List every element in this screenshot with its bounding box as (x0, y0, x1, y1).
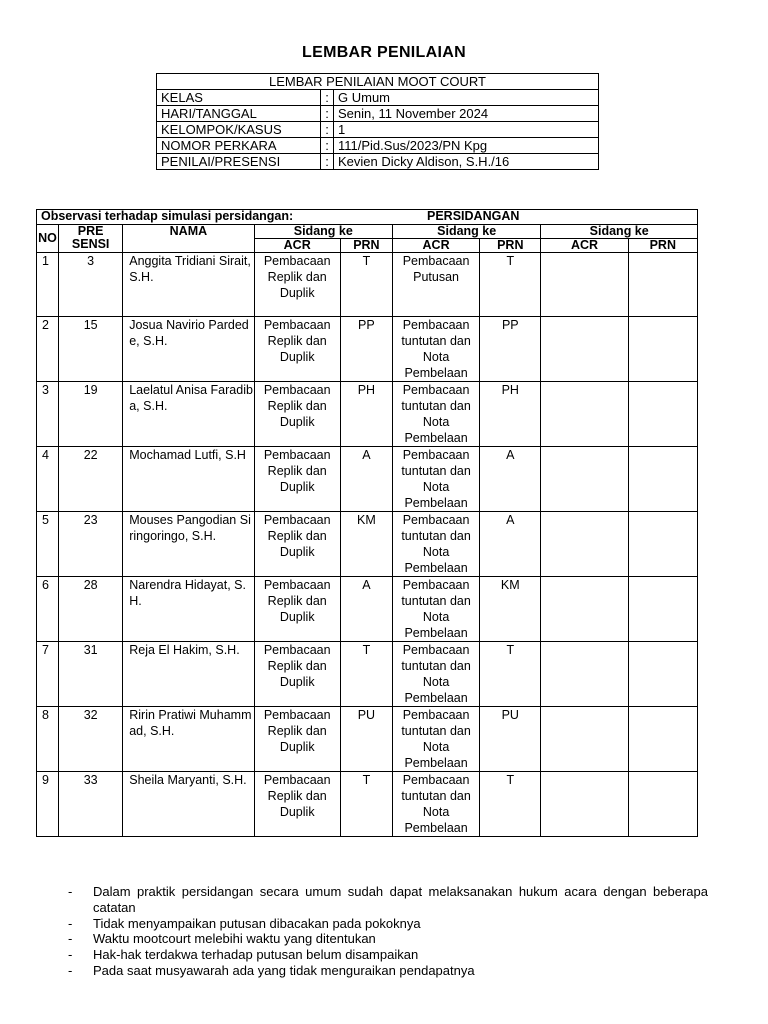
row-prn-1: T (340, 253, 392, 317)
row-prn-3 (628, 772, 697, 837)
observation-header (37, 210, 698, 225)
row-acr-2: Pembacaan tuntutan dan Nota Pembelaan (392, 447, 479, 512)
row-no: 6 (37, 577, 59, 642)
row-acr-1: Pembacaan Replik dan Duplik (254, 772, 340, 837)
table-row (37, 447, 698, 512)
row-nama: Reja El Hakim, S.H. (123, 642, 254, 707)
row-prn-2: PP (480, 317, 541, 382)
acr-header: ACR (541, 239, 628, 253)
row-prn-3 (628, 512, 697, 577)
row-presensi: 32 (59, 707, 123, 772)
row-acr-2: Pembacaan tuntutan dan Nota Pembelaan (392, 707, 479, 772)
persidangan-label: PERSIDANGAN (427, 209, 520, 223)
row-prn-3 (628, 253, 697, 317)
col-presensi-header: PRE SENSI (59, 225, 123, 253)
row-acr-1: Pembacaan Replik dan Duplik (254, 382, 340, 447)
row-acr-3 (541, 642, 628, 707)
row-prn-2: PU (480, 707, 541, 772)
row-prn-1: PP (340, 317, 392, 382)
row-no: 9 (37, 772, 59, 837)
row-acr-3 (541, 707, 628, 772)
row-acr-1: Pembacaan Replik dan Duplik (254, 253, 340, 317)
row-prn-1: T (340, 642, 392, 707)
prn-header: PRN (480, 239, 541, 253)
note-text: Hak-hak terdakwa terhadap putusan belum disampaikan (93, 947, 419, 963)
info-separator: : (321, 106, 334, 122)
row-prn-2: T (480, 642, 541, 707)
row-prn-1: KM (340, 512, 392, 577)
acr-header: ACR (392, 239, 479, 253)
row-presensi: 22 (59, 447, 123, 512)
row-acr-1: Pembacaan Replik dan Duplik (254, 642, 340, 707)
table-row (37, 512, 698, 577)
row-acr-3 (541, 382, 628, 447)
table-row (37, 253, 698, 317)
row-presensi: 31 (59, 642, 123, 707)
row-presensi: 19 (59, 382, 123, 447)
row-acr-2: Pembacaan tuntutan dan Nota Pembelaan (392, 642, 479, 707)
row-prn-3 (628, 642, 697, 707)
row-prn-3 (628, 382, 697, 447)
info-label: HARI/TANGGAL (157, 106, 321, 122)
row-prn-2: T (480, 772, 541, 837)
row-acr-1: Pembacaan Replik dan Duplik (254, 317, 340, 382)
info-value: Kevien Dicky Aldison, S.H./16 (334, 154, 599, 170)
note-text: Pada saat musyawarah ada yang tidak menguraikan pendapatnya (93, 962, 475, 978)
row-nama: Anggita Tridiani Sirait, S.H. (123, 253, 254, 317)
table-row (37, 707, 698, 772)
observation-label: Observasi terhadap simulasi persidangan: (41, 209, 294, 223)
row-presensi: 28 (59, 577, 123, 642)
row-prn-1: A (340, 577, 392, 642)
row-acr-3 (541, 447, 628, 512)
row-acr-3 (541, 253, 628, 317)
note-item (68, 963, 708, 979)
table-row (37, 642, 698, 707)
table-row (37, 577, 698, 642)
bullet-dash: - (68, 931, 73, 947)
row-nama: Sheila Maryanti, S.H. (123, 772, 254, 837)
row-no: 7 (37, 642, 59, 707)
info-value: 1 (334, 122, 599, 138)
row-acr-2: Pembacaan tuntutan dan Nota Pembelaan (392, 772, 479, 837)
row-acr-1: Pembacaan Replik dan Duplik (254, 512, 340, 577)
row-acr-1: Pembacaan Replik dan Duplik (254, 447, 340, 512)
note-item (68, 916, 708, 932)
note-text: Tidak menyampaikan putusan dibacakan pada pokoknya (93, 915, 421, 931)
table-row (37, 382, 698, 447)
row-acr-1: Pembacaan Replik dan Duplik (254, 707, 340, 772)
info-label: PENILAI/PRESENSI (157, 154, 321, 170)
info-label: NOMOR PERKARA (157, 138, 321, 154)
row-nama: Laelatul Anisa Faradiba, S.H. (123, 382, 254, 447)
info-value: 111/Pid.Sus/2023/PN Kpg (334, 138, 599, 154)
row-no: 8 (37, 707, 59, 772)
row-nama: Ririn Pratiwi Muhammad, S.H. (123, 707, 254, 772)
row-prn-1: PH (340, 382, 392, 447)
note-text: Dalam praktik persidangan secara umum sudah dapat melaksanakan hukum acara dengan beberapa catatan (93, 884, 708, 915)
info-table (156, 73, 599, 170)
row-acr-2: Pembacaan tuntutan dan Nota Pembelaan (392, 512, 479, 577)
row-prn-3 (628, 707, 697, 772)
row-acr-2: Pembacaan Putusan (392, 253, 479, 317)
note-item (68, 931, 708, 947)
info-row (157, 122, 599, 138)
bullet-dash: - (68, 884, 73, 899)
row-prn-1: A (340, 447, 392, 512)
acr-header: ACR (254, 239, 340, 253)
bullet-dash: - (68, 915, 73, 931)
row-presensi: 23 (59, 512, 123, 577)
row-acr-2: Pembacaan tuntutan dan Nota Pembelaan (392, 382, 479, 447)
info-separator: : (321, 154, 334, 170)
info-label: KELAS (157, 90, 321, 106)
sidang-1-header: Sidang ke (254, 225, 392, 239)
row-prn-1: T (340, 772, 392, 837)
row-acr-3 (541, 512, 628, 577)
row-prn-2: KM (480, 577, 541, 642)
row-no: 3 (37, 382, 59, 447)
col-nama-header: NAMA (123, 225, 254, 253)
row-presensi: 3 (59, 253, 123, 317)
sidang-2-header: Sidang ke (392, 225, 540, 239)
row-prn-3 (628, 317, 697, 382)
note-item (68, 884, 708, 916)
row-nama: Mouses Pangodian Siringoringo, S.H. (123, 512, 254, 577)
col-no-header: NO (37, 225, 59, 253)
row-prn-2: A (480, 447, 541, 512)
row-presensi: 33 (59, 772, 123, 837)
assessment-table (36, 209, 698, 837)
row-prn-2: T (480, 253, 541, 317)
row-nama: Narendra Hidayat, S.H. (123, 577, 254, 642)
row-acr-2: Pembacaan tuntutan dan Nota Pembelaan (392, 317, 479, 382)
row-no: 4 (37, 447, 59, 512)
row-nama: Josua Navirio Pardede, S.H. (123, 317, 254, 382)
row-prn-2: A (480, 512, 541, 577)
row-acr-2: Pembacaan tuntutan dan Nota Pembelaan (392, 577, 479, 642)
info-separator: : (321, 90, 334, 106)
row-no: 5 (37, 512, 59, 577)
row-no: 2 (37, 317, 59, 382)
info-label: KELOMPOK/KASUS (157, 122, 321, 138)
row-nama: Mochamad Lutfi, S.H (123, 447, 254, 512)
info-value: G Umum (334, 90, 599, 106)
row-prn-1: PU (340, 707, 392, 772)
info-row (157, 106, 599, 122)
row-no: 1 (37, 253, 59, 317)
row-prn-2: PH (480, 382, 541, 447)
info-separator: : (321, 138, 334, 154)
row-presensi: 15 (59, 317, 123, 382)
bullet-dash: - (68, 947, 73, 963)
info-header: LEMBAR PENILAIAN MOOT COURT (157, 74, 599, 90)
row-prn-3 (628, 447, 697, 512)
info-row (157, 90, 599, 106)
info-separator: : (321, 122, 334, 138)
note-text: Waktu mootcourt melebihi waktu yang ditentukan (93, 931, 376, 947)
info-row (157, 138, 599, 154)
row-acr-3 (541, 317, 628, 382)
prn-header: PRN (628, 239, 697, 253)
table-row (37, 317, 698, 382)
prn-header: PRN (340, 239, 392, 253)
notes-list (68, 884, 708, 979)
sidang-3-header: Sidang ke (541, 225, 698, 239)
info-value: Senin, 11 November 2024 (334, 106, 599, 122)
row-prn-3 (628, 577, 697, 642)
bullet-dash: - (68, 962, 73, 978)
table-row (37, 772, 698, 837)
note-item (68, 947, 708, 963)
row-acr-3 (541, 577, 628, 642)
info-row (157, 154, 599, 170)
page-title: LEMBAR PENILAIAN (302, 44, 466, 61)
row-acr-1: Pembacaan Replik dan Duplik (254, 577, 340, 642)
row-acr-3 (541, 772, 628, 837)
